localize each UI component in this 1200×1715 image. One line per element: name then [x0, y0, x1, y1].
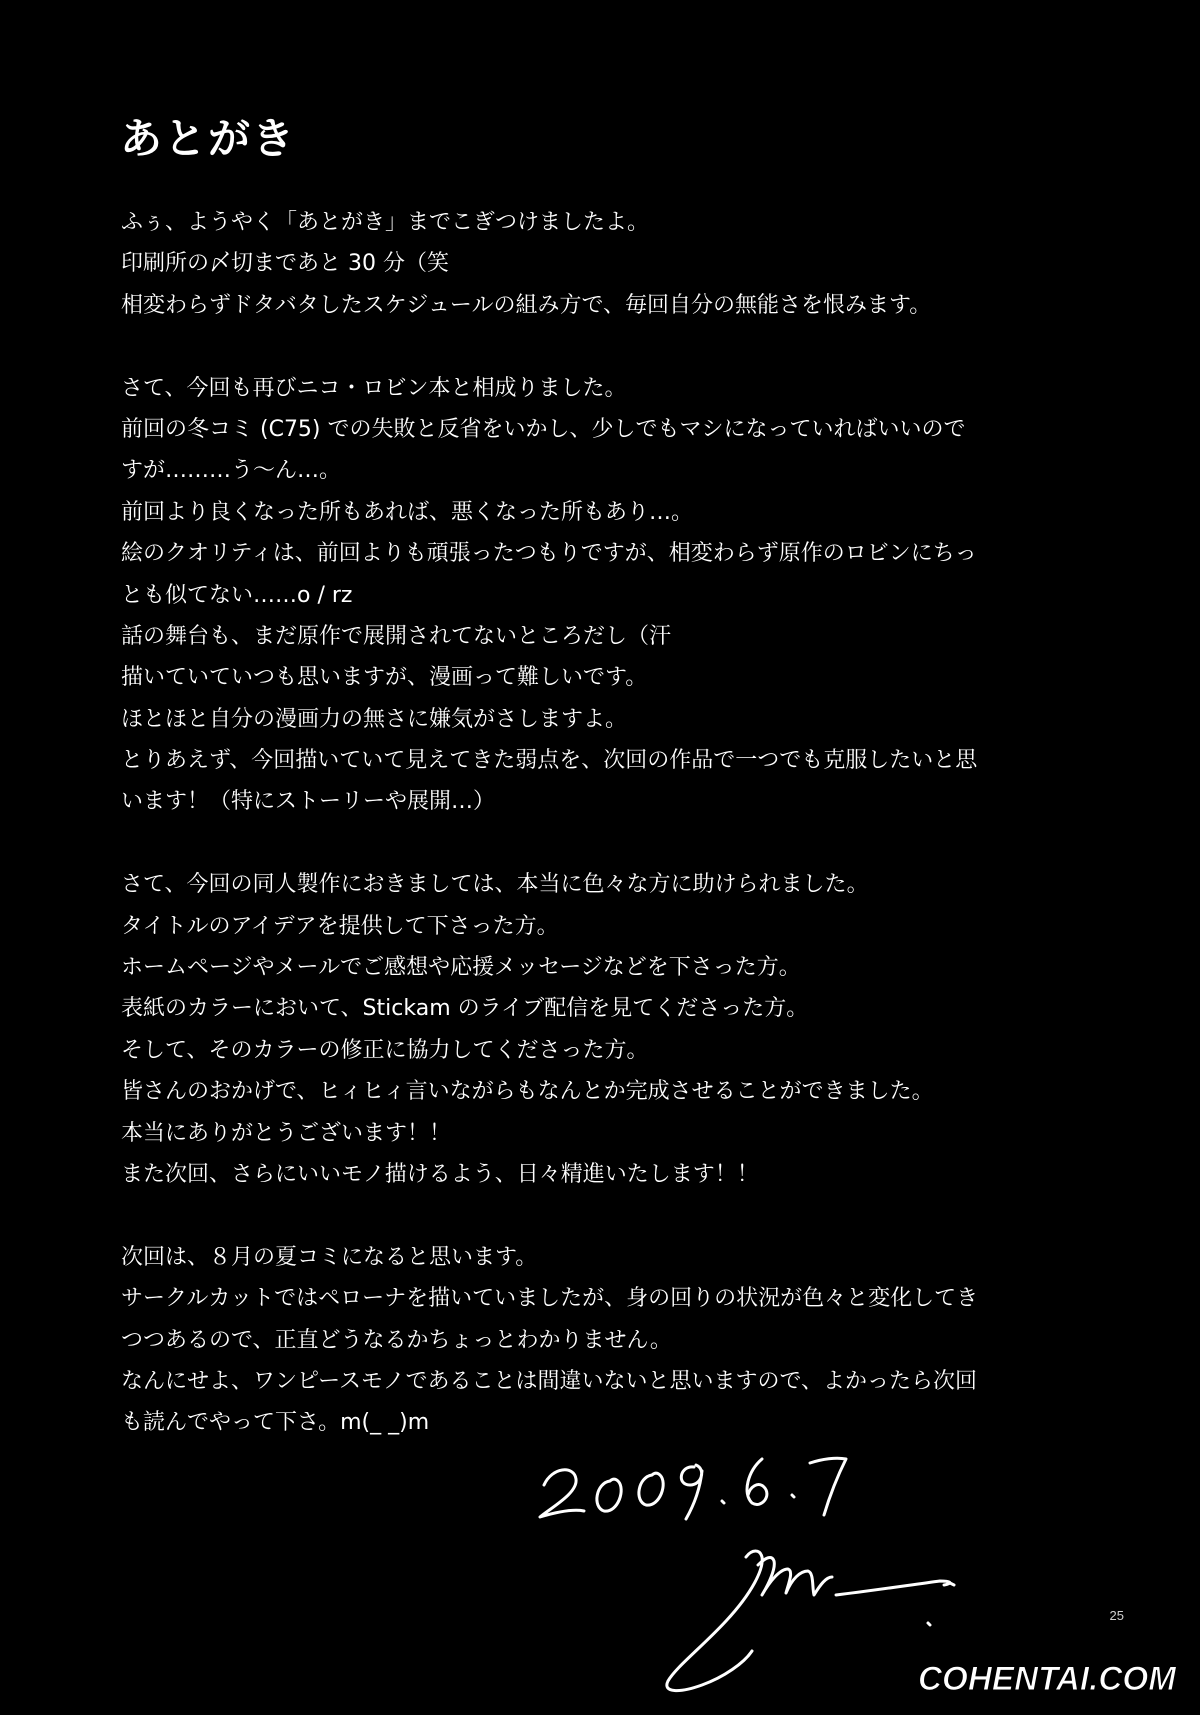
text-line: すが………う～ん…。: [121, 458, 342, 484]
text-line: 本当にありがとうございます！！: [121, 1120, 452, 1146]
text-line: 前回の冬コミ (C75) での失敗と反省をいかし、少しでもマシになっていればいいので: [121, 416, 966, 442]
text-line: 相変わらずドタバタしたスケジュールの組み方で、毎回自分の無能さを恨みます。: [121, 292, 932, 318]
text-line: サークルカットではペローナを描いていましたが、身の回りの状況が色々と変化してき: [121, 1286, 979, 1312]
text-line: 話の舞台も、まだ原作で展開されてないところだし（汗: [121, 623, 672, 649]
text-line: さて、今回も再びニコ・ロビン本と相成りました。: [121, 375, 627, 401]
paragraph-gap: [121, 326, 1081, 367]
text-line: さて、今回の同人製作におきましては、本当に色々な方に助けられました。: [121, 872, 869, 898]
text-line: 印刷所の〆切まであと 30 分（笑: [121, 251, 449, 277]
text-line: 次回は、８月の夏コミになると思います。: [121, 1244, 538, 1270]
text-line: 表紙のカラーにおいて、Stickam のライブ配信を見てくださった方。: [121, 996, 809, 1022]
text-line: そして、そのカラーの修正に協力してくださった方。: [121, 1037, 649, 1063]
text-line: タイトルのアイデアを提供して下さった方。: [121, 913, 559, 939]
text-line: 描いていていつも思いますが、漫画って難しいです。: [121, 665, 648, 691]
text-line: 皆さんのおかげで、ヒィヒィ言いながらもなんとか完成させることができました。: [121, 1079, 934, 1105]
text-line: つつあるので、正直どうなるかちょっとわかりません。: [121, 1327, 672, 1353]
paragraph-gap: [121, 823, 1081, 864]
watermark-text: COHENTAI.COM: [918, 1660, 1177, 1698]
text-line: ふぅ、ようやく「あとがき」までこぎつけましたよ。: [121, 210, 650, 235]
text-line: も読んでやって下さ。m(_ _)m: [121, 1410, 430, 1436]
text-line: ほとほと自分の漫画力の無さに嫌気がさしますよ。: [121, 706, 628, 732]
text-line: とりあえず、今回描いていて見えてきた弱点を、次回の作品で一つでも克服したいと思: [121, 748, 978, 774]
afterword-body: [121, 202, 1081, 1444]
text-line: なんにせよ、ワンピースモノであることは間違いないと思いますので、よかったら次回: [121, 1368, 978, 1394]
page-title: あとがき: [120, 114, 297, 163]
text-line: とも似てない……o / rz: [121, 582, 353, 608]
watermark-logo: [880, 1652, 1180, 1702]
text-line: ホームページやメールでご感想や応援メッセージなどを下さった方。: [121, 955, 801, 981]
text-line: 前回より良くなった所もあれば、悪くなった所もあり…。: [121, 499, 694, 525]
page-number: 25: [1109, 1608, 1124, 1623]
text-line: また次回、さらにいいモノ描けるよう、日々精進いたします！！: [121, 1161, 759, 1187]
text-line: います！（特にストーリーや展開…）: [121, 789, 496, 815]
text-line: 絵のクオリティは、前回よりも頑張ったつもりですが、相変わらず原作のロビンにちっ: [121, 541, 977, 567]
paragraph-gap: [121, 1195, 1081, 1236]
